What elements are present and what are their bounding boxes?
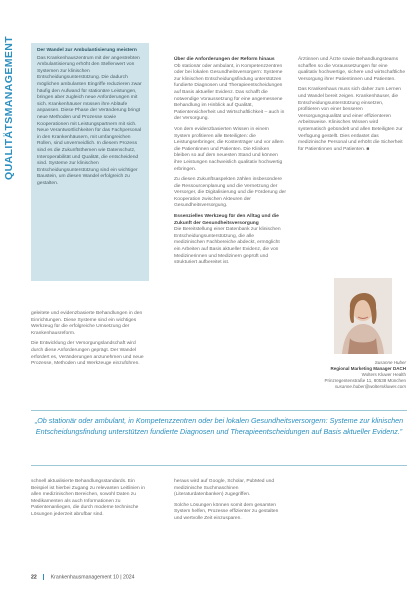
column-e-paragraph-1: heraus wird auf Google, Scholar, PubMed und medizinische Suchmaschinen (Literaturdatenbanken) zugegriffen.: [174, 479, 275, 498]
column-b-paragraph-1: Ärztinnen und Ärzte sowie Behandlungsteams schaffen so die Voraussetzungen für eine qualitativ hochwertige, sichere und wirtschaftliche Versorgung ihrer Patientinnen und Patienten.: [298, 57, 406, 82]
author-name: Susanne Huber: [374, 360, 406, 365]
author-photo: [334, 278, 392, 354]
column-a-paragraph-1: Ob stationär oder ambulant, in Kompetenzzentren oder bei lokalen Gesundheitsversorgern: Systeme zur klinischen Entscheidungsfindung unterstützen fundierte Diagnosen und Therapieentscheidungen auf Basis aktueller Evidenz. Das schafft die notwendige Voraussetzung für eine angemessene Behandlung im Hinblick auf Qualität, Patientensicherheit und Wirtschaftlichkeit – auch in der Versorgung.: [174, 63, 285, 122]
page-footer: [31, 574, 135, 580]
column-c: [31, 311, 149, 372]
column-c-paragraph-2: Die Entwicklung der Versorgungslandschaft wird durch diese Anforderungen geprägt. Der Wandel erfordert es, Veränderungen anzunehmen und neue Prozesse, Methoden und Werkzeuge einzuführen.: [31, 341, 144, 367]
column-b: [298, 57, 406, 157]
section-label: QUALITÄTSMANAGEMENT: [3, 35, 15, 180]
highlight-box-heading: Der Wandel zur Ambulantisierung meistern: [37, 48, 137, 53]
column-a-paragraph-3: Zu diesen Zukunftsaspekten zählen insbesondere die Ressourcenplanung und die Vernetzung der Versorger, die Digitalisierung und die Förderung der Kooperation zwischen Akteuren der Gesundheitsversorgung.: [174, 177, 287, 209]
pull-quote-text: „Ob stationär oder ambulant, in Kompetenzzentren oder bei lokalen Gesundheitsversorgern: Systeme zur klinischen Entscheidungsfindung unterstützen fundierte Diagnosen und Therapieentscheidungen auf Basis aktueller Evidenz.”: [34, 416, 404, 436]
pull-quote: [31, 410, 407, 466]
author-org: Wolters Kluwer Health: [361, 372, 406, 377]
column-a-subheading: Essenzielles Werkzeug für den Alltag und die Zukunft der Gesundheitsversorgung: [174, 214, 279, 226]
column-d-paragraph-1: schnell aktualisierte Behandlungsstandards. Ein Beispiel ist hierbei Zugang zu relevanten Leitlinien in allen medizinischen Bereichen, sowohl Daten zu Medikamenten als auch Informationen zu Patientenanliegen, die durch moderne technische Lösungen jederzeit abrufbar sind.: [31, 479, 145, 517]
footer-divider: [43, 574, 44, 580]
column-a-paragraph-4: Die Bereitstellung einer Datenbank zur klinischen Entscheidungsunterstützung, die alle medizinischen Fachbereiche abdeckt, ermöglicht ein Arbeiten auf Basis aktueller Evidenz, die von Medizinerinnen und Medizinern geprüft und strukturiert aufbereitet ist.: [174, 227, 281, 266]
column-d: [31, 479, 151, 523]
author-role: Regional Marketing Manager DACH: [330, 366, 406, 371]
column-e-paragraph-2: Solche Lösungen können somit dem gesamten System helfen, Prozesse effizienter zu gestalten und wertvolle Zeit einzusparen.: [174, 502, 279, 521]
highlight-box-text: [37, 48, 143, 187]
column-c-paragraph-1: geleitete und evidenzbasierte Behandlungen in den Einrichtungen. Diese Systeme sind ein wichtiges Werkzeug für die erfolgreiche Umsetzung der Krankenhausreform.: [31, 311, 143, 336]
page-number: 22: [31, 574, 37, 581]
column-a: [174, 57, 286, 271]
author-address: Prinzregentenstraße 11, 80538 München: [324, 378, 406, 383]
column-a-heading: Über die Anforderungen der Reform hinaus: [174, 57, 275, 62]
highlight-box-body: Das Krankenhauszentrum mit der angestrebten Ambulantisierung erhöht den Stellenwert von Systemen zur klinischen Entscheidungsunterstützung. Die dadurch möglichen ambulanten Eingriffe reduzieren zwar häufig den Aufwand für stationäre Leistungen, bringen aber zugleich neue Anforderungen mit sich. Krankenhäuser müssen ihre Abläufe anpassen. Diese Phase der Veränderung bringt neue Methoden und Prozesse sowie Kooperationen mit Leistungspartnern mit sich. Neue Verantwortlichkeiten für das Fachpersonal in den Krankenhäusern, mit umfangreichen Rollen, sind unvermeidlich. In diesem Prozess sind es die Zukunftsthemen wie Datenschutz, Interoperabilität und Qualität, die entscheidend sind. Systeme zur klinischen Entscheidungsunterstützung sind ein wichtiger Baustein, um diesen Wandel erfolgreich zu gestalten.: [37, 55, 142, 186]
column-b-paragraph-2: Das Krankenhaus muss sich daher zum Lernen und Wandel bereit zeigen. Krankenhäuser, die Entscheidungsunterstützung einsetzen, profitieren von einer besseren Versorgungsqualität und einer effizienteren Arbeitsweise. Klinisches Wissen wird systematisch gebündelt und allen Beteiligten zur Verfügung gestellt. Dies entlastet das medizinische Personal und erhöht die Sicherheit für Patientinnen und Patienten. ■: [298, 87, 403, 152]
author-caption: [298, 360, 406, 390]
column-a-paragraph-2: Von dem evidenzbasierten Wissen in einem System profitieren alle Beteiligten: die Leistungserbringer, die Kostenträger und vor allem die Patientinnen und Patienten. Die Kliniken bleiben so auf dem neuesten Stand und können ihre Leistungen nachweislich qualitativ hochwertig erbringen.: [174, 126, 284, 172]
column-e: [174, 479, 286, 527]
portrait-image: [334, 278, 392, 354]
author-email[interactable]: susanne.huber@wolterskluwer.com: [334, 384, 406, 389]
sidebar-strip: [0, 0, 27, 596]
publication-name: Krankenhausmanagement 10 | 2024: [50, 574, 135, 581]
